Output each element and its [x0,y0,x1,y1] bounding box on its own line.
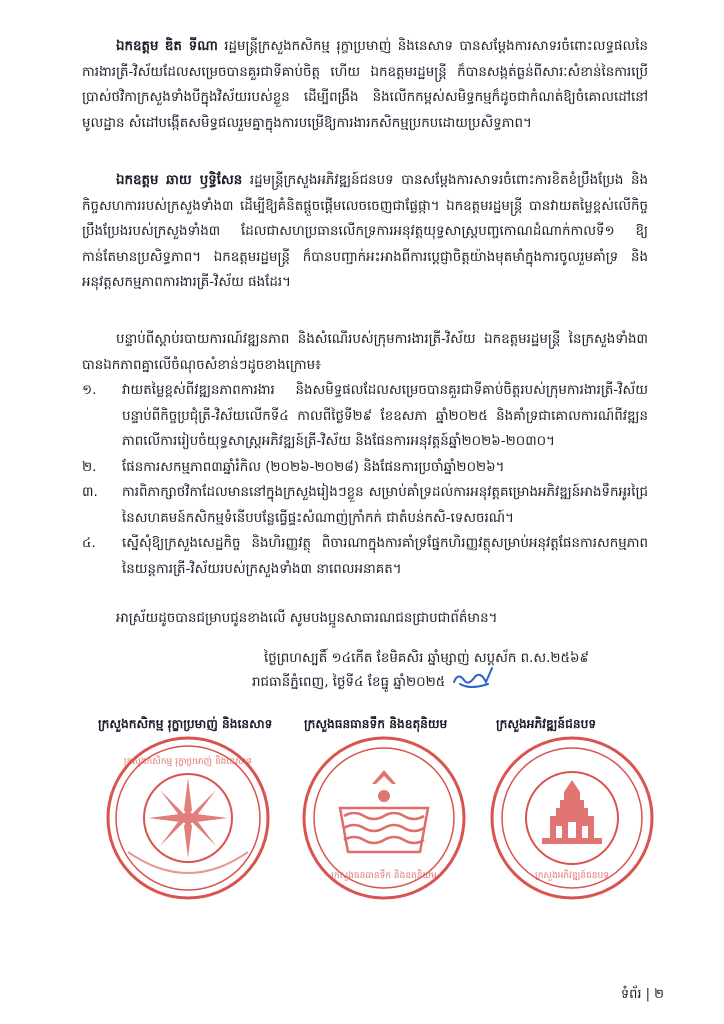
list-text: ស្នើសុំឱ្យក្រសួងសេដ្ឋកិច្ច និងហិរញ្ញវត្ថុ ពិចារណាក្នុងការគាំទ្រផ្នែកហិរញ្ញវត្ថុសម្រាប់អនុវត្តផែនការសកម្មភាព នៃយន្តការត្រី-វិស័យរបស់ក្រសួងទាំង៣ នាពេលអនាគត។ [122,536,648,577]
signatory-rural-development: ក្រសួងអភិវឌ្ឍន៍ជនបទ [496,717,597,731]
page-number: ទំព័រ | ២ [620,987,664,1002]
list-text: វាយតម្លៃខ្ពស់ពីវឌ្ឍនភាពការងារ និងសមិទ្ធផលដែលសម្រេចបានគួរជាទីគាប់ចិត្តរបស់ក្រុមការងារត្រី-វិស័យ បន្ទាប់ពីកិច្ចប្រជុំត្រី-វិស័យលើកទី៤ កាលពីថ្ងៃទី២៩ ខែឧសភា ឆ្នាំ២០២៥ និងគាំទ្រជាគោលការណ៍ពីវឌ្ឍនភាពលើការរៀបចំយុទ្ធសាស្ត្រអភិវឌ្ឍន៍ត្រី-វិស័យ និងផែនការអនុវត្តន៍ឆ្នាំ២០២៦-២០៣០។ [122,383,648,449]
list-number: ១. [82,383,97,398]
p1-text: រដ្ឋមន្ត្រីក្រសួងកសិកម្ម រុក្ខាប្រមាញ់ និងនេសាទ បានសម្ដែងការសាទរចំពោះលទ្ធផលនៃការងារត្រី-វិស័យដែលសម្រេចបានគួរជាទីគាប់ចិត្ត ហើយ ឯកឧត្តមរដ្ឋមន្ត្រី ក៏បានសង្កត់ធ្ងន់ពីសារៈសំខាន់នៃការប្រើប្រាស់ថវិកាក្រសួងទាំងបីក្នុងវិស័យរបស់ខ្លួន ដើម្បីពង្រឹង និងលើកកម្ពស់សមិទ្ធកម្មក៏ដូចជាកំណត់ឱ្យចំគោលដៅនៅមូលដ្ឋាន សំដៅបង្កើតសមិទ្ធផលរួមគ្នាក្នុងការបម្រើឱ្យការងារកសិកម្មប្រកបដោយប្រសិទ្ធភាព។ [82,39,648,131]
list-item [82,480,648,531]
list-item [82,455,648,481]
seal-text: ក្រសួងអភិវឌ្ឍន៍ជនបទ [535,871,609,881]
closing-statement: អាស្រ័យដូចបានជម្រាបជូនខាងលើ សូមបងប្អូនសាធារណជនជ្រាបជាព័ត៌មាន។ [116,611,498,626]
list-number: ៤. [82,536,96,551]
paragraph-1 [82,34,648,136]
rural-development-ministry-seal-icon [488,734,656,902]
agreement-list [82,378,648,582]
p2-honorific: ឯកឧត្តម [116,173,159,188]
seal-text: ក្រសួងធនធានទឹក និងឧតុនិយម [331,871,437,881]
paragraph-3 [82,327,648,582]
list-item [82,531,648,582]
initials-signature-icon [448,664,508,692]
list-text: ការពិភាក្សាថវិកាដែលមាននៅក្នុងក្រសួងរៀងៗខ្លួន សម្រាប់គាំទ្រដល់ការអនុវត្តគម្រោងអភិវឌ្ឍន៍អាងទឹកអូរជ្រៃ នៃសហគមន៍កសិកម្មទំនើបបន្លែធ្វើផ្ទះសំណាញ់ក្រាំកក់ ជាតំបន់កសិ-ទេសចរណ៍។ [122,485,648,526]
signatory-water-resources: ក្រសួងធនធានទឹក និងឧតុនិយម [304,717,448,731]
p2-name: ឆាយ ឫទ្ធិសែន [166,173,243,188]
p1-name: ឌិត ទីណា [164,39,218,54]
p3-text: បន្ទាប់ពីស្ដាប់របាយការណ៍វឌ្ឍនភាព និងសំណើរបស់ក្រុមការងារត្រី-វិស័យ ឯកឧត្តមរដ្ឋមន្ត្រី នៃក្រសួងទាំង៣ បានឯកភាពគ្នាលើចំណុចសំខាន់ៗដូចខាងក្រោម៖ [82,332,648,373]
solar-date: រាជធានីភ្នំពេញ, ថ្ងៃទី៤ ខែធ្នូ ឆ្នាំ២០២៥ [252,675,446,690]
water-resources-ministry-seal-icon [300,734,468,902]
agriculture-ministry-seal-icon [104,734,272,902]
p2-text: រដ្ឋមន្ត្រីក្រសួងអភិវឌ្ឍន៍ជនបទ បានសម្ដែងការសាទរចំពោះការខិតខំប្រឹងប្រែង និងកិច្ចសហការរបស់ក្រសួងទាំង៣ ដើម្បីឱ្យគំនិតផ្ដួចផ្ដើមលេចចេញជាផ្លែផ្កា។ ឯកឧត្តមរដ្ឋមន្ត្រី បានវាយតម្លៃខ្ពស់លើកិច្ចប្រឹងប្រែងរបស់ក្រសួងទាំង៣ ដែលជាសហប្រធានលើកទ្រការអនុវត្តយុទ្ធសាស្ត្របញ្ចកោណដំណាក់កាលទី១ ឱ្យកាន់តែមានប្រសិទ្ធភាព។ ឯកឧត្តមរដ្ឋមន្ត្រី ក៏បានបញ្ជាក់អះអាងពីការប្តេជ្ញាចិត្តយ៉ាងមុតមាំក្នុងការចូលរួមគាំទ្រ និងអនុវត្តសកម្មភាពការងារត្រី-វិស័យ ផងដែរ។ [82,173,648,290]
lunar-date: ថ្ងៃព្រហស្បតិ៍ ១៤កើត ខែមិគសិរ ឆ្នាំម្សាញ់ សប្តស័ក ព.ស.២៥៦៩ [264,651,590,666]
seal-text: ក្រសួងកសិកម្ម រុក្ខាប្រមាញ់ និងនេសាទ [123,757,253,767]
list-text: ផែនការសកម្មភាព៣ឆ្នាំរំកិល (២០២៦-២០២៨) និងផែនការប្រចាំឆ្នាំ២០២៦។ [122,459,505,475]
list-item [82,378,648,455]
list-number: ៣. [82,485,98,500]
paragraph-2 [82,168,648,296]
signatory-agriculture: ក្រសួងកសិកម្ម រុក្ខាប្រមាញ់ និងនេសាទ [98,717,273,731]
p1-honorific: ឯកឧត្តម [116,39,159,54]
list-number: ២. [82,459,97,475]
